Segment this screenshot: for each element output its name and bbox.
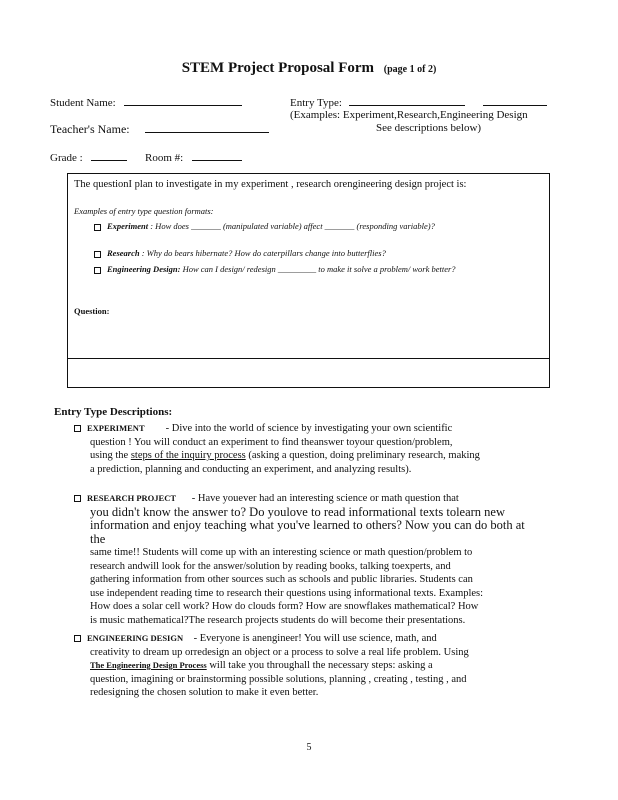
examples-heading: Examples of entry type question formats: [74,206,214,216]
engineering-desc-label: ENGINEERING DESIGN [87,633,184,643]
engineering-desc-line: will take you throughall the necessary steps: asking a [206,660,433,671]
teacher-name-field[interactable] [50,122,269,137]
engineering-desc-line: creativity to dream up orredesign an object or a process to solve a real life problem. Using [90,646,469,658]
research-desc-line: - Have youever had an interesting science or math question that [191,493,459,504]
entry-type-blank-1[interactable] [349,95,465,106]
checkbox-square-icon [94,251,101,258]
engineering-label: Engineering Design: [107,264,181,274]
experiment-desc-line: question ! You will conduct an experiment to find theanswer toyour question/problem, [90,436,453,448]
grade-field[interactable] [50,150,127,164]
engineering-desc-line: redesigning the chosen solution to make it even better. [90,687,319,698]
question-prompt: The questionI plan to investigate in my experiment , research orengineering design project is: [74,179,467,190]
engineering-desc-line: question, imagining or brainstorming possible solutions, planning , creating , testing , and [90,673,467,685]
research-desc-line: same time!! Students will come up with an interesting science or math question/problem to [90,547,473,558]
grade-blank[interactable] [91,150,127,161]
experiment-desc-label: EXPERIMENT [87,423,145,433]
research-desc-line: is music mathematical?The research projects students do will become their presentations. [90,614,466,626]
research-label: Research [107,248,140,258]
see-descriptions: See descriptions below) [376,122,482,134]
checkbox-square-icon [74,495,81,502]
room-field[interactable] [145,150,242,164]
research-desc-line: you didn't know the answer to? Do youlove to read informational texts tolearn new [90,504,505,519]
engineering-description [74,632,534,700]
checkbox-square-icon [74,425,81,432]
inquiry-process-link[interactable]: steps of the inquiry process [130,450,246,461]
example-engineering [94,262,514,276]
engineering-text: How can I design/ redesign _________ to make it solve a problem/ work better? [182,264,456,274]
student-name-blank[interactable] [124,95,242,106]
entry-examples: (Examples: Experiment,Research,Engineering Design [290,109,528,121]
research-desc-line: gathering information from other sources such as schools and public libraries. Students can [90,574,473,585]
question-label: Question: [74,306,110,316]
descriptions-heading: Entry Type Descriptions: [54,406,173,418]
entry-type-label: Entry Type: [290,97,342,109]
experiment-description [74,422,534,476]
box-divider [68,358,549,359]
experiment-text: : How does _______ (manipulated variable) affect _______ (responding variable)? [150,221,435,231]
page-number: 5 [306,742,312,753]
example-research [94,248,386,258]
experiment-desc-line: - Dive into the world of science by investigating your own scientific [165,423,453,434]
room-label: Room #: [145,152,184,164]
experiment-desc-line: a prediction, planning and conducting an experiment, and analyzing results). [90,463,412,475]
form-title: STEM Project Proposal Form [181,60,375,76]
checkbox-square-icon [94,224,101,231]
room-blank[interactable] [192,150,242,161]
student-name-label: Student Name: [50,97,116,109]
research-desc-line: research andwill look for the answer/solution by reading books, talking toexperts, and [90,560,451,572]
teacher-name-label: Teacher's Name: [50,122,130,136]
example-experiment [94,220,524,233]
research-description [74,492,534,627]
experiment-desc-line: using the [90,450,131,461]
entry-type-blank-2[interactable] [483,95,547,106]
teacher-name-blank[interactable] [145,122,269,133]
experiment-label: Experiment [107,221,149,231]
engineering-desc-line: - Everyone is anengineer! You will use science, math, and [193,633,437,644]
page-indicator: (page 1 of 2) [383,64,437,75]
research-desc-line: information and enjoy teaching what you've learned to others? Now you can do both at the [90,518,525,546]
checkbox-square-icon [74,635,81,642]
checkbox-square-icon [94,267,101,274]
research-desc-label: RESEARCH PROJECT [87,493,177,503]
research-text: : Why do bears hibernate? How do caterpillars change into butterflies? [141,248,386,258]
research-desc-line: How does a solar cell work? How do clouds form? How are snowflakes mathematical? How [90,601,479,612]
page-title [0,60,618,77]
experiment-desc-line: (asking a question, doing preliminary research, making [245,450,480,461]
entry-type-field[interactable] [290,95,547,109]
engineering-process-link[interactable]: The Engineering Design Process [90,660,207,670]
grade-label: Grade : [50,152,83,164]
student-name-field[interactable] [50,95,242,109]
research-desc-line: use independent reading time to research their questions using informational texts. Examples: [90,587,484,599]
